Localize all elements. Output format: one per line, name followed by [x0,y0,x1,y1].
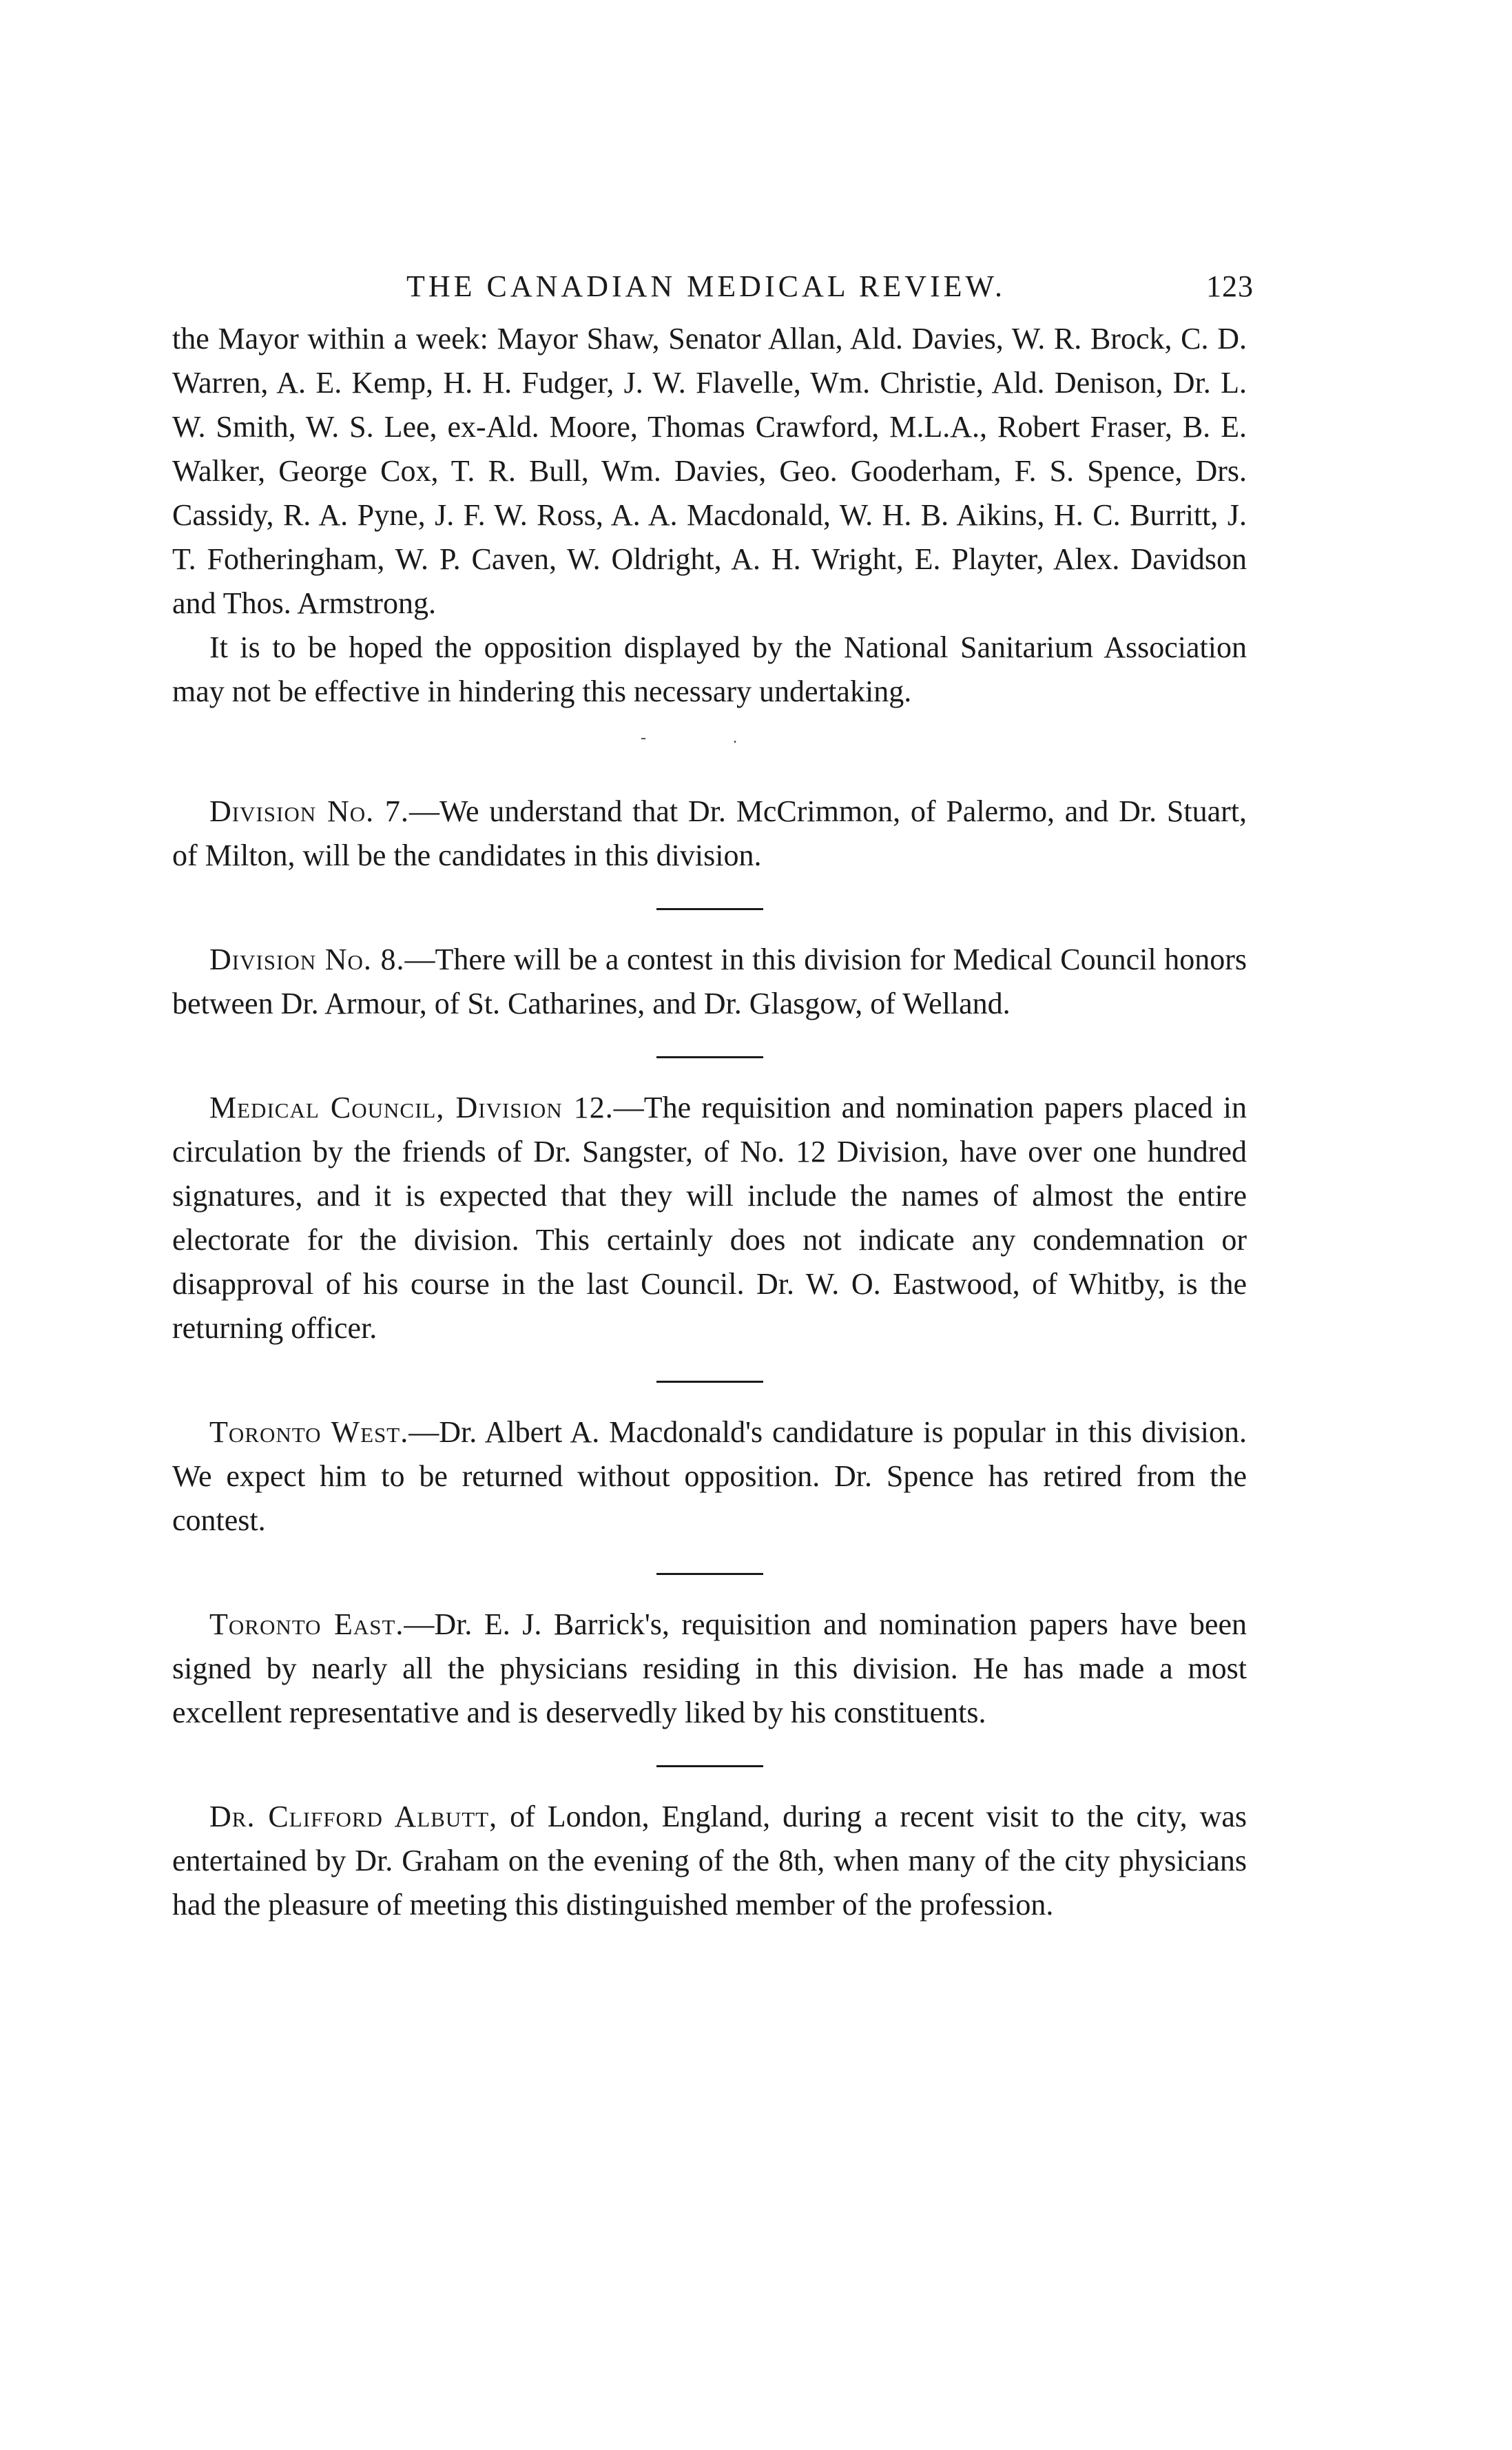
hope-paragraph: It is to be hoped the opposition displayed by the National Sanitarium Association may not be effective in hindering this necessary undertaking. [172,630,1247,708]
section-heading: Medical Council, Division 12. [209,1091,614,1124]
section-medical-council-12 [172,1086,1247,1350]
section-division-8 [172,938,1247,1026]
section-body: —The requisition and nomination papers placed in circulation by the friends of Dr. Sangster, of No. 12 Division, have over one hundred signatures, and it is expected that they will include the names of almost the entire electorate for the division. This certainly does not indicate any condemnation or disapproval of his course in the last Council. Dr. W. O. Eastwood, of Whitby, is the returning officer. [172,1091,1247,1345]
section-body: —Dr. Albert A. Macdonald's candidature is popular in this division. We expect him to be returned without opposition. Dr. Spence has retired from the contest. [172,1415,1247,1537]
section-paragraph [172,1603,1247,1735]
running-head [172,269,1254,317]
section-paragraph [172,790,1247,878]
section-body: of London, England, during a recent visit to the city, was entertained by Dr. Graham on the evening of the 8th, when many of the city physicians had the pleasure of meeting this distinguished member of the profession. [172,1800,1247,1922]
section-division-7 [172,790,1247,878]
page-number: 123 [1206,269,1254,303]
section-paragraph [172,1410,1247,1543]
section-dr-clifford-albutt [172,1795,1247,1927]
section-heading: Division No. 7. [209,794,409,828]
section-heading: Toronto East. [209,1607,404,1641]
section-heading: Dr. Clifford Albutt, [209,1800,498,1833]
section-rule [656,1056,763,1058]
running-title: THE CANADIAN MEDICAL REVIEW. [406,269,1006,303]
section-toronto-west [172,1410,1247,1543]
section-body: —Dr. E. J. Barrick's, requisition and nomination papers have been signed by nearly all the physicians residing in this division. He has made a most excellent representative and is deservedly liked by his constituents. [172,1607,1247,1729]
section-paragraph [172,1086,1247,1350]
section-body: —There will be a contest in this division for Medical Council honors between Dr. Armour, of St. Catharines, and Dr. Glasgow, of Welland. [172,943,1247,1020]
page [172,269,1254,1927]
names-paragraph: the Mayor within a week: Mayor Shaw, Senator Allan, Ald. Davies, W. R. Brock, C. D. Warren, A. E. Kemp, H. H. Fudger, J. W. Flavelle, Wm. Christie, Ald. Denison, Dr. L. W. Smith, W. S. Lee, ex-Ald. Moore, Thomas Crawford, M.L.A., Robert Fraser, B. E. Walker, George Cox, T. R. Bull, Wm. Davies, Geo. Gooderham, F. S. Spence, Drs. Cassidy, R. A. Pyne, J. F. W. Ross, A. A. Macdonald, W. H. B. Aikins, H. C. Burritt, J. T. Fotheringham, W. P. Caven, W. Oldright, A. H. Wright, E. Playter, Alex. Davidson and Thos. Armstrong. [172,322,1247,620]
section-rule [656,1381,763,1383]
section-rule [656,1573,763,1575]
section-toronto-east [172,1603,1247,1735]
section-rule [656,1765,763,1767]
section-paragraph [172,938,1247,1026]
section-paragraph [172,1795,1247,1927]
separator-dots: - . [641,729,778,747]
section-body: —We understand that Dr. McCrimmon, of Palermo, and Dr. Stuart, of Milton, will be the candidates in this division. [172,794,1247,872]
section-heading: Toronto West. [209,1415,409,1449]
section-heading: Division No. 8. [209,943,405,976]
section-rule [656,908,763,910]
